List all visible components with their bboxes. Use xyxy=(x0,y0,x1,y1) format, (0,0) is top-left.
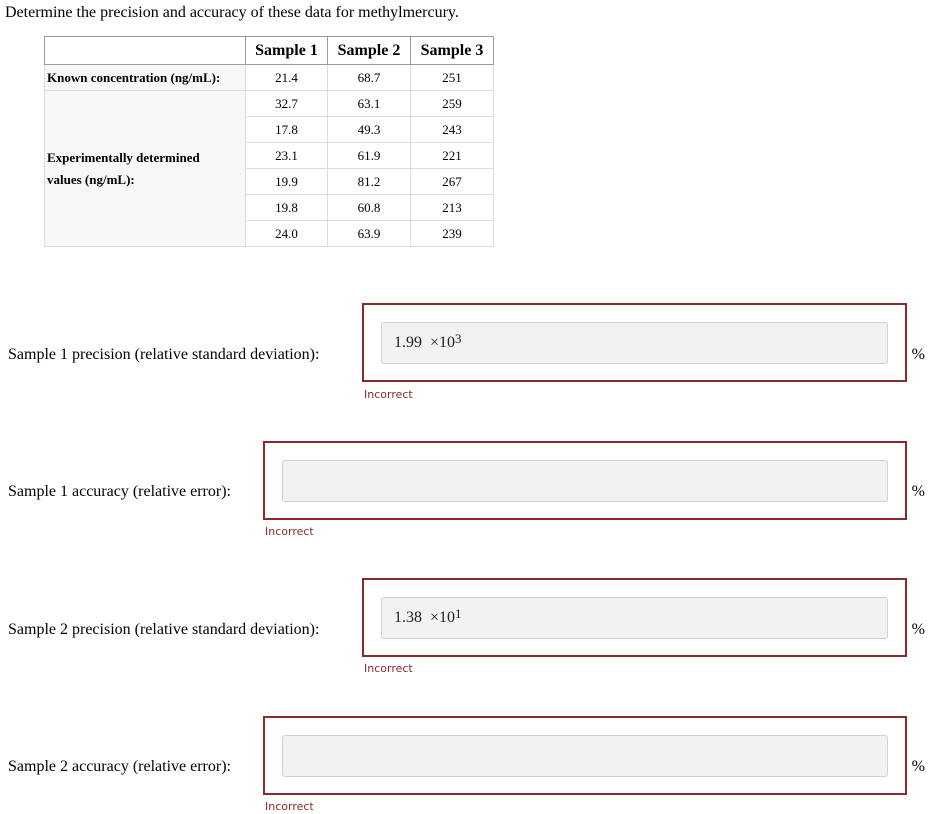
sample-2-precision-exponent: 1 xyxy=(455,606,462,621)
table-cell: 32.7 xyxy=(246,91,328,117)
sample-1-accuracy-input[interactable] xyxy=(282,460,888,502)
table-cell: 251 xyxy=(411,65,494,91)
table-header-sample-3: Sample 3 xyxy=(411,37,494,65)
table-cell: 49.3 xyxy=(328,117,411,143)
table-cell: 63.9 xyxy=(328,221,411,247)
sample-2-accuracy-input[interactable] xyxy=(282,735,888,777)
sample-2-precision-box xyxy=(362,578,907,657)
question-text: Determine the precision and accuracy of these data for methylmercury. xyxy=(5,4,459,21)
table-header-sample-2: Sample 2 xyxy=(328,37,411,65)
sample-2-precision-times: ×10 xyxy=(430,609,456,626)
sample-2-accuracy-status: Incorrect xyxy=(265,800,314,813)
sample-1-precision-unit: % xyxy=(911,346,925,363)
experimental-values-label-text: Experimentally determined values (ng/mL): xyxy=(47,149,200,187)
table-cell: 17.8 xyxy=(246,117,328,143)
table-cell: 21.4 xyxy=(246,65,328,91)
table-cell: 23.1 xyxy=(246,143,328,169)
sample-1-precision-status: Incorrect xyxy=(364,388,413,401)
table-header-row xyxy=(45,37,494,65)
table-cell: 81.2 xyxy=(328,169,411,195)
table-cell: 213 xyxy=(411,195,494,221)
sample-1-accuracy-label: Sample 1 accuracy (relative error): xyxy=(8,483,231,500)
data-table xyxy=(44,36,494,247)
table-cell: 24.0 xyxy=(246,221,328,247)
table-cell: 239 xyxy=(411,221,494,247)
sample-1-precision-exponent: 3 xyxy=(455,331,462,346)
sample-1-precision-times: ×10 xyxy=(430,334,456,351)
known-concentration-label: Known concentration (ng/mL): xyxy=(45,65,246,91)
table-cell: 221 xyxy=(411,143,494,169)
table-cell: 267 xyxy=(411,169,494,195)
sample-2-precision-unit: % xyxy=(911,621,925,638)
sample-1-accuracy-status: Incorrect xyxy=(265,525,314,538)
sample-2-accuracy-unit: % xyxy=(911,758,925,775)
table-row xyxy=(45,91,494,117)
sample-2-accuracy-label: Sample 2 accuracy (relative error): xyxy=(8,758,231,775)
table-cell: 259 xyxy=(411,91,494,117)
table-header-sample-1: Sample 1 xyxy=(246,37,328,65)
table-cell: 60.8 xyxy=(328,195,411,221)
sample-1-precision-box xyxy=(362,303,907,382)
table-cell: 19.9 xyxy=(246,169,328,195)
table-cell: 61.9 xyxy=(328,143,411,169)
sample-1-precision-value: 1.99 xyxy=(394,334,422,351)
experimental-values-label xyxy=(45,91,246,247)
sample-1-accuracy-unit: % xyxy=(911,483,925,500)
table-header-blank xyxy=(45,37,246,65)
table-cell: 243 xyxy=(411,117,494,143)
sample-2-precision-value: 1.38 xyxy=(394,609,422,626)
sample-1-precision-input[interactable] xyxy=(381,322,888,364)
table-cell: 68.7 xyxy=(328,65,411,91)
sample-1-accuracy-box xyxy=(263,441,907,520)
sample-2-precision-input[interactable] xyxy=(381,597,888,639)
table-row-known xyxy=(45,65,494,91)
sample-2-precision-status: Incorrect xyxy=(364,662,413,675)
sample-1-precision-label: Sample 1 precision (relative standard deviation): xyxy=(8,346,320,363)
sample-2-precision-label: Sample 2 precision (relative standard deviation): xyxy=(8,621,320,638)
table-cell: 19.8 xyxy=(246,195,328,221)
table-cell: 63.1 xyxy=(328,91,411,117)
sample-2-accuracy-box xyxy=(263,716,907,795)
